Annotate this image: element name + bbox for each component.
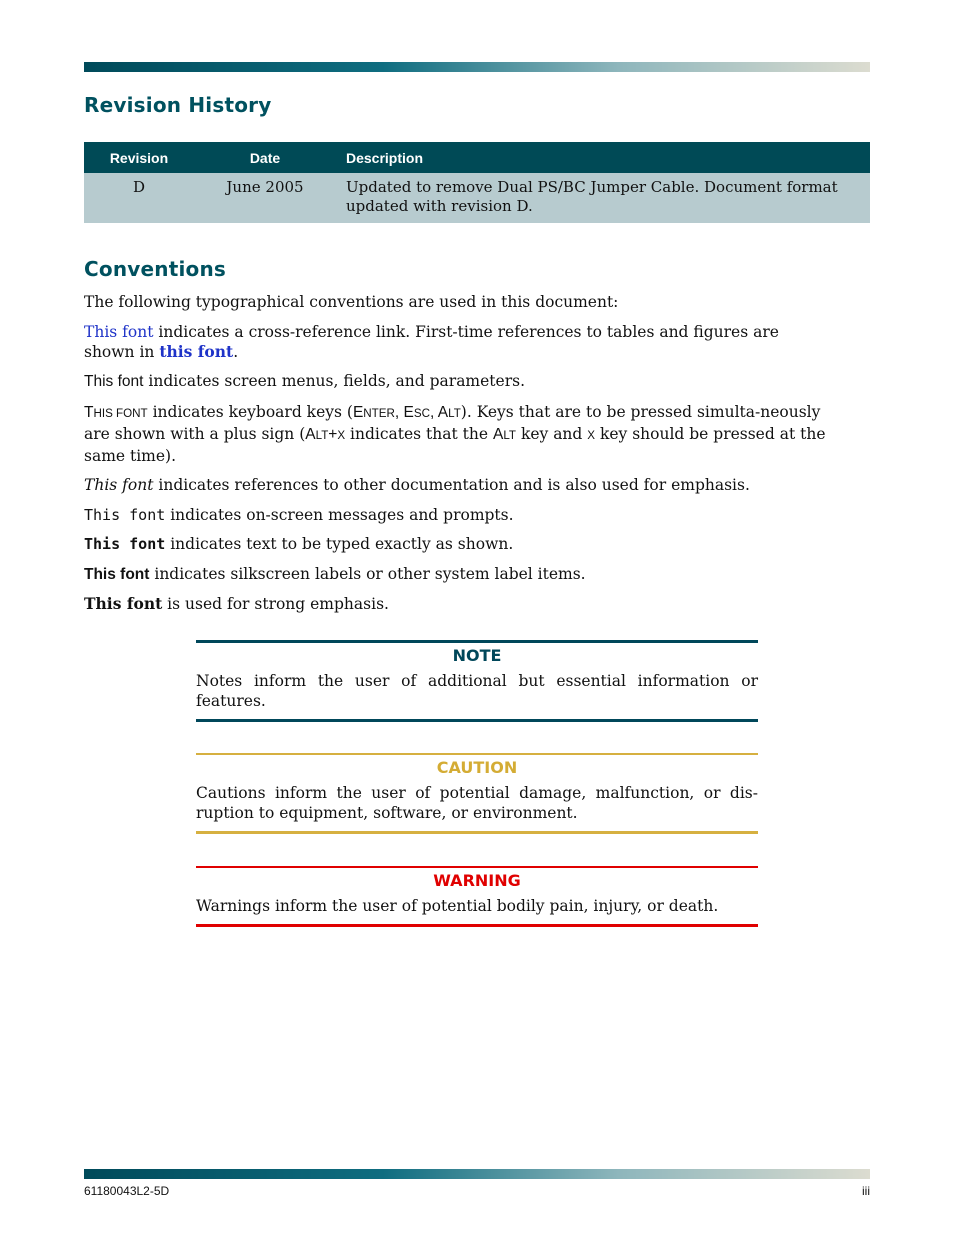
doc-font-sample: This font bbox=[84, 476, 154, 494]
alt-x-combo: ALT+X bbox=[305, 425, 346, 443]
conventions-heading: Conventions bbox=[84, 257, 226, 281]
column-header-date: Date bbox=[194, 142, 336, 173]
warning-box bbox=[196, 866, 758, 927]
convention-documentation: This font indicates references to other documentation and is also used for emphasis. bbox=[84, 476, 750, 494]
caution-box bbox=[196, 753, 758, 834]
x-key: X bbox=[587, 428, 596, 442]
column-header-description: Description bbox=[336, 142, 870, 173]
conventions-body bbox=[84, 292, 834, 624]
note-label: NOTE bbox=[452, 646, 502, 665]
convention-keyboard-keys: THIS FONT indicates keyboard keys (ENTER, ESC, ALT). Keys that are to be pressed simulta-neously are shown with a plus sign (ALT+X indicates that the ALT key and X key should be pressed at the same time). bbox=[84, 402, 826, 465]
page-number: iii bbox=[862, 1184, 870, 1198]
caution-text: Cautions inform the user of potential damage, malfunction, or dis-ruption to equipment, software, or environment. bbox=[196, 784, 758, 822]
enter-key: ENTER bbox=[352, 403, 395, 421]
convention-cross-reference: This font indicates a cross-reference link. First-time references to tables and figures are shown in this font. bbox=[84, 322, 779, 361]
warning-text: Warnings inform the user of potential bodily pain, injury, or death. bbox=[196, 897, 719, 915]
note-box bbox=[196, 640, 758, 722]
message-font-sample: This font bbox=[84, 505, 166, 524]
document-number: 61180043L2-5D bbox=[84, 1184, 170, 1198]
date-cell: June 2005 bbox=[194, 173, 336, 223]
strong-font-sample: This font bbox=[84, 594, 163, 613]
convention-silkscreen: This font indicates silkscreen labels or other system label items. bbox=[84, 564, 586, 583]
convention-typed-text: This font indicates text to be typed exactly as shown. bbox=[84, 535, 514, 553]
convention-menus: This font indicates screen menus, fields, and parameters. bbox=[84, 372, 525, 390]
cross-reference-link[interactable]: This font bbox=[84, 322, 154, 341]
first-reference-link[interactable]: this font bbox=[159, 341, 234, 361]
footer-rule bbox=[84, 1169, 870, 1179]
column-header-revision: Revision bbox=[84, 142, 194, 173]
alt-key: ALT bbox=[437, 403, 461, 421]
alt-key-2: ALT bbox=[492, 425, 517, 443]
revision-history-table bbox=[84, 142, 870, 223]
description-cell: Updated to remove Dual PS/BC Jumper Cable. Document format updated with revision D. bbox=[336, 173, 870, 223]
conventions-intro: The following typographical conventions are used in this document: bbox=[84, 293, 619, 311]
caution-label: CAUTION bbox=[436, 758, 518, 777]
convention-strong-emphasis: This font is used for strong emphasis. bbox=[84, 594, 389, 613]
revision-history-heading: Revision History bbox=[84, 93, 272, 117]
table-header-row bbox=[84, 142, 870, 173]
table-row bbox=[84, 173, 870, 223]
esc-key: ESC bbox=[403, 403, 430, 421]
warning-label: WARNING bbox=[433, 871, 521, 890]
note-text: Notes inform the user of additional but essential information or features. bbox=[196, 672, 758, 710]
key-font-sample: THIS FONT bbox=[84, 403, 148, 421]
typed-font-sample: This font bbox=[84, 535, 166, 553]
menu-font-sample: This font bbox=[84, 373, 144, 390]
revision-cell: D bbox=[84, 173, 194, 223]
header-rule bbox=[84, 62, 870, 72]
silkscreen-font-sample: This font bbox=[84, 565, 150, 583]
convention-messages: This font indicates on-screen messages and prompts. bbox=[84, 505, 514, 524]
